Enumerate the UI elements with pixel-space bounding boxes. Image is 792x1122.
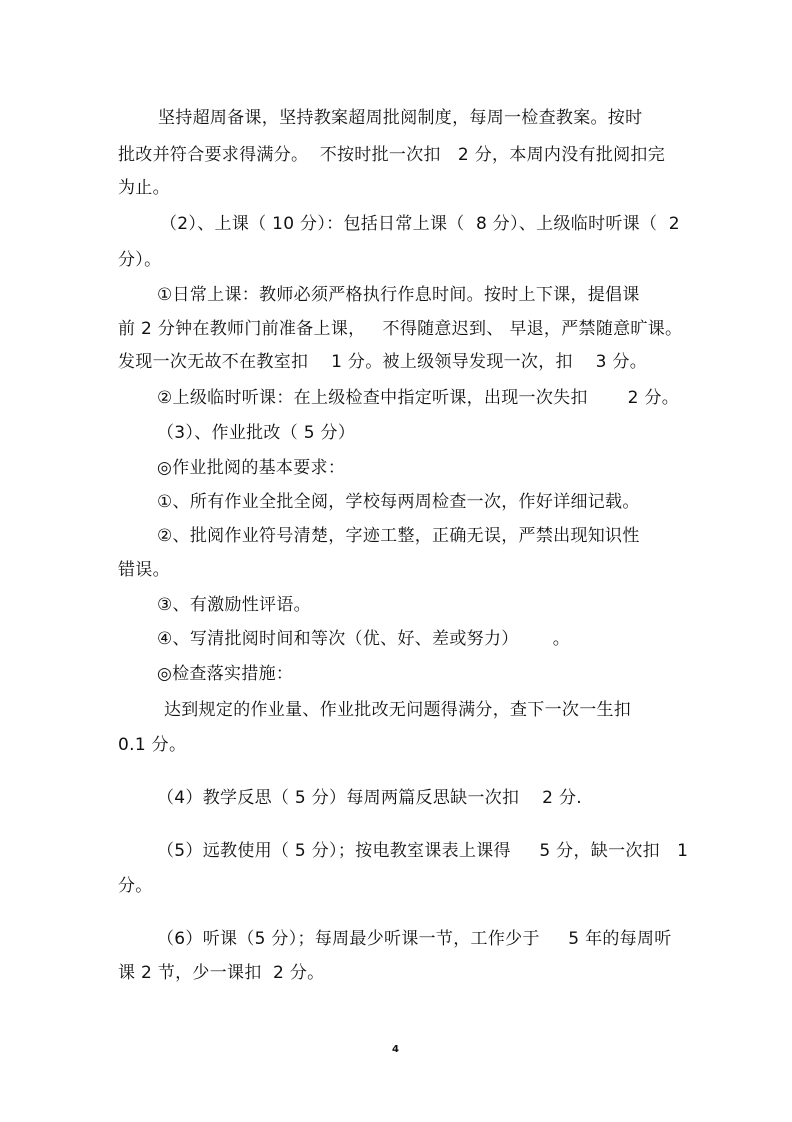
page-number: 4 (392, 1044, 399, 1055)
paragraph-line: ①日常上课：教师必须严格执行作息时间。按时上下课，提倡课 (157, 285, 640, 305)
paragraph-line: 课 2 节，少一课扣 2 分。 (118, 963, 325, 983)
paragraph-line: 分）。 (118, 250, 162, 270)
paragraph-line: 发现一次无故不在教室扣 1 分。被上级领导发现一次，扣 3 分。 (118, 352, 648, 372)
paragraph-line: 批改并符合要求得满分。 不按时批一次扣 2 分，本周内没有批阅扣完 (118, 145, 666, 165)
paragraph-line: 达到规定的作业量、作业批改无问题得满分，查下一次一生扣 (164, 700, 632, 720)
paragraph-line: ③、有激励性评语。 (157, 595, 311, 615)
paragraph-line: ①、所有作业全批全阅，学校每两周检查一次，作好详细记载。 (157, 492, 640, 512)
paragraph-line: （2）、上课（ 10 分）：包括日常上课（ 8 分）、上级临时听课（ 2 (160, 214, 680, 234)
paragraph-line: （4）教学反思（ 5 分）每周两篇反思缺一次扣 2 分. (157, 788, 582, 808)
paragraph-line: （6）听课（5 分）；每周最少听课一节，工作少于 5 年的每周听 (157, 929, 672, 949)
paragraph-line: （3）、作业批改（ 5 分） (157, 423, 356, 443)
paragraph-line: 分。 (118, 876, 153, 896)
paragraph-line: 为止。 (118, 178, 170, 198)
paragraph-line: 0.1 分。 (118, 735, 187, 755)
paragraph-line: 坚持超周备课，坚持教案超周批阅制度，每周一检查教案。按时 (158, 108, 643, 128)
paragraph-line: ②上级临时听课：在上级检查中指定听课，出现一次失扣 2 分。 (157, 388, 680, 408)
paragraph-line: 前 2 分钟在教师门前准备上课， 不得随意迟到、 早退，严禁随意旷课。 (118, 319, 683, 339)
paragraph-line: ②、批阅作业符号清楚，字迹工整，正确无误，严禁出现知识性 (157, 526, 640, 546)
paragraph-line: 错误。 (118, 560, 170, 580)
paragraph-line: （5）远教使用（ 5 分）；按电教室课表上课得 5 分，缺一次扣 1 (157, 841, 689, 861)
paragraph-line: ◎作业批阅的基本要求： (157, 458, 346, 478)
paragraph-line: ④、写清批阅时间和等次（优、好、差或努力） 。 (157, 629, 571, 649)
paragraph-line: ◎检查落实措施： (157, 664, 294, 684)
